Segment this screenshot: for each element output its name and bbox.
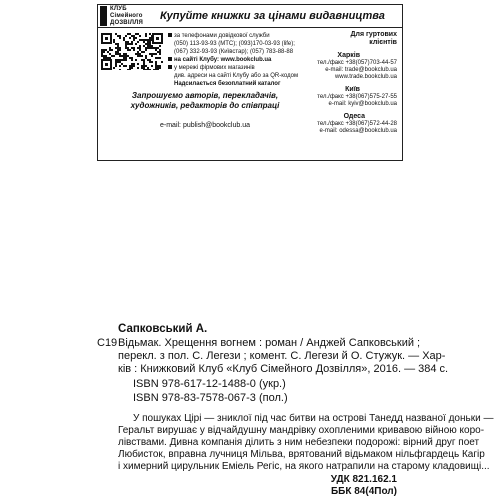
annotation-line-1: У пошуках Цірі — зниклої під час битви на острові Танедд названої доньки —	[133, 413, 494, 424]
logo-line-1: КЛУБ	[110, 6, 127, 12]
annotation-line-5: і химерний цирульник Еміель Регіс, на якого натрапили на старому кладовищі...	[118, 461, 490, 472]
wholesale-title-1: Для гуртових	[350, 31, 397, 38]
recruit-text: Запрошуємо авторів, перекладачів, художників, редакторів до співпраці	[130, 91, 280, 110]
logo-line-3: ДОЗВІЛЛЯ	[110, 20, 144, 26]
bib-line-2: перекл. з пол. С. Легези ; комент. С. Легези й О. Стужук. — Хар-	[118, 350, 446, 362]
contact-line-7: Надсилається безоплатний каталог	[174, 81, 281, 87]
udk-bbk-block	[331, 474, 397, 498]
odesa-email[interactable]: e-mail: odessa@bookclub.ua	[319, 128, 397, 134]
store-bullet-icon	[168, 65, 172, 69]
contact-line-3: (067) 332-93-93 (Київстар); (057) 783-88-88	[174, 49, 294, 55]
kharkiv-email[interactable]: e-mail: trade@bookclub.ua	[325, 67, 397, 73]
kharkiv-site[interactable]: www.trade.bookclub.ua	[334, 74, 397, 80]
logo-line-2: Сімейного	[110, 13, 143, 19]
annotation-line-2: Геральт вирушає у відчайдушну мандрівку охопленими кривавою війною коро-	[118, 425, 485, 436]
kharkiv-phone: тел./факс +38(057)703-44-57	[317, 60, 397, 66]
contact-line-1: за телефонами довідкової служби	[168, 32, 298, 40]
wholesale-title-2: клієнтів	[369, 39, 397, 46]
qr-code-icon[interactable]	[101, 33, 163, 70]
ad-headline: Купуйте книжки за цінами видавництва	[160, 10, 385, 22]
publish-email[interactable]: e-mail: publish@bookclub.ua	[160, 122, 250, 129]
city-odesa: Одеса	[343, 113, 365, 120]
web-bullet-icon	[168, 57, 172, 61]
phone-bullet-icon	[168, 33, 172, 37]
isbn-ukr: ISBN 978-617-12-1488-0 (укр.)	[133, 378, 286, 390]
bbk-code: ББК 84(4Пол)	[330, 486, 397, 497]
card-author: Сапковський А.	[118, 323, 208, 335]
card-classification: С19	[97, 337, 118, 349]
kyiv-phone: тел./факс +38(067)575-27-55	[317, 94, 397, 100]
contact-line-5: у мережі фірмових магазинів	[168, 64, 298, 72]
club-logo	[100, 6, 152, 26]
isbn-pol: ISBN 978-83-7578-067-3 (пол.)	[133, 392, 288, 404]
logo-mark-icon	[100, 6, 107, 26]
kyiv-email[interactable]: e-mail: kyiv@bookclub.ua	[328, 101, 397, 107]
bib-line-3: ків : Книжковий Клуб «Клуб Сімейного Дозвілля», 2016. — 384 с.	[118, 363, 449, 375]
contact-line-2: (050) 113-93-93 (МТС); (093)170-03-93 (life);	[174, 41, 295, 47]
odesa-phone: тел./факс +38(067)572-44-28	[317, 121, 397, 127]
bib-line-1: Відьмак. Хрещення вогнем : роман / Анджей Сапковський ;	[118, 337, 421, 349]
city-kharkiv: Харків	[337, 52, 360, 59]
annotation-line-4: Любисток, вправна лучниця Мільва, врятований відьмаком нільфгардець Кагір	[118, 449, 485, 460]
contact-line-6: див. адреси на сайті Клубу або за QR-кодом	[174, 73, 299, 79]
contact-line-4[interactable]: на сайті Клубу: www.bookclub.ua	[168, 56, 298, 64]
contact-block	[168, 32, 298, 88]
udk-code: УДК 821.162.1	[330, 474, 397, 485]
annotation-line-3: лівствами. Дивна компанія ділить з ним небезпеки подорожі: вірний друг поет	[118, 437, 480, 448]
city-kyiv: Київ	[345, 86, 360, 93]
